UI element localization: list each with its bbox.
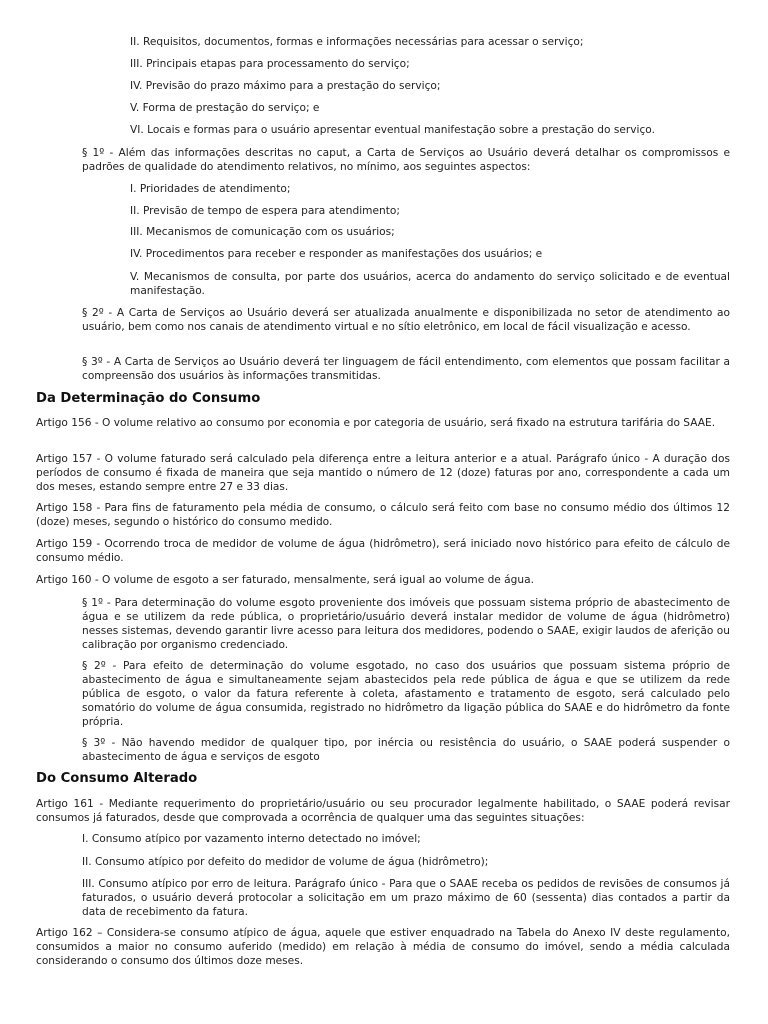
- list-item: I. Consumo atípico por vazamento interno detectado no imóvel;: [82, 833, 421, 845]
- article: Artigo 162 – Considera-se consumo atípico de água, aquele que estiver enquadrado na Tabela do Anexo IV deste regulamento, consumidos a maior no consumo auferido (medido) em relação à média de consumo do imóvel, sendo a média calculada considerando o consumo dos últimos doze meses.: [36, 927, 730, 967]
- list-item: III. Mecanismos de comunicação com os usuários;: [130, 226, 395, 238]
- list-item: II. Consumo atípico por defeito do medidor de volume de água (hidrômetro);: [82, 856, 489, 868]
- article: Artigo 160 - O volume de esgoto a ser faturado, mensalmente, será igual ao volume de água.: [36, 574, 534, 586]
- section-heading: Do Consumo Alterado: [36, 771, 198, 786]
- list-item: III. Principais etapas para processamento do serviço;: [130, 58, 410, 70]
- paragraph: § 2º - Para efeito de determinação do volume esgotado, no caso dos usuários que possuam sistema próprio de abastecimento de água e simultaneamente sejam abastecidos pela rede pública de água e que se utilizem da rede pública de esgoto, o valor da fatura referente à coleta, afastamento e tratamento de esgoto, será calculado pelo somatório do volume de água consumida, registrado no hidrômetro da ligação pública do SAAE e do hidrômetro da fonte própria.: [82, 660, 730, 728]
- article: Artigo 158 - Para fins de faturamento pela média de consumo, o cálculo será feito com base no consumo médio dos últimos 12 (doze) meses, segundo o histórico do consumo medido.: [36, 502, 730, 528]
- list-item: V. Forma de prestação do serviço; e: [130, 102, 320, 114]
- list-item: IV. Previsão do prazo máximo para a prestação do serviço;: [130, 80, 441, 92]
- list-item: III. Consumo atípico por erro de leitura. Parágrafo único - Para que o SAAE receba os pedidos de revisões de consumos já faturados, o usuário deverá protocolar a solicitação em um prazo máximo de 60 (sessenta) dias contados a partir da data de recebimento da fatura.: [82, 878, 730, 918]
- paragraph: § 2º - A Carta de Serviços ao Usuário deverá ser atualizada anualmente e disponibilizada no setor de atendimento ao usuário, bem como nos canais de atendimento virtual e no sítio eletrônico, em local de fácil visualização e acesso.: [82, 307, 730, 333]
- list-item: II. Requisitos, documentos, formas e informações necessárias para acessar o serviço;: [130, 36, 584, 48]
- section-heading: Da Determinação do Consumo: [36, 391, 261, 406]
- article: Artigo 161 - Mediante requerimento do proprietário/usuário ou seu procurador legalmente habilitado, o SAAE poderá revisar consumos já faturados, desde que comprovada a ocorrência de qualquer uma das seguintes situações:: [36, 798, 730, 824]
- list-item: I. Prioridades de atendimento;: [130, 183, 291, 195]
- article: Artigo 159 - Ocorrendo troca de medidor de volume de água (hidrômetro), será iniciado novo histórico para efeito de cálculo de consumo médio.: [36, 538, 730, 564]
- list-item: IV. Procedimentos para receber e responder as manifestações dos usuários; e: [130, 248, 543, 260]
- article: Artigo 157 - O volume faturado será calculado pela diferença entre a leitura anterior e a atual. Parágrafo único - A duração dos períodos de consumo é fixada de maneira que seja mantido o número de 12 (doze) faturas por ano, correspondente a cada um dos meses, estando sempre entre 27 e 33 dias.: [36, 453, 730, 493]
- paragraph: § 1º - Para determinação do volume esgoto proveniente dos imóveis que possuam sistema próprio de abastecimento de água e se utilizem da rede pública, o proprietário/usuário deverá instalar medidor de volume de água (hidrômetro) nesses sistemas, devendo garantir livre acesso para leitura dos medidores, podendo o SAAE, exigir laudos de aferição ou calibração por organismo credenciado.: [82, 597, 730, 651]
- paragraph: § 1º - Além das informações descritas no caput, a Carta de Serviços ao Usuário deverá detalhar os compromissos e padrões de qualidade do atendimento relativos, no mínimo, aos seguintes aspectos:: [82, 147, 730, 173]
- list-item: VI. Locais e formas para o usuário apresentar eventual manifestação sobre a prestação do serviço.: [130, 124, 655, 136]
- article: Artigo 156 - O volume relativo ao consumo por economia e por categoria de usuário, será fixado na estrutura tarifária do SAAE.: [36, 417, 716, 429]
- paragraph: § 3º - Não havendo medidor de qualquer tipo, por inércia ou resistência do usuário, o SAAE poderá suspender o abastecimento de água e serviços de esgoto: [82, 737, 730, 763]
- list-item: V. Mecanismos de consulta, por parte dos usuários, acerca do andamento do serviço solicitado e de eventual manifestação.: [130, 271, 730, 297]
- list-item: II. Previsão de tempo de espera para atendimento;: [130, 205, 400, 217]
- paragraph: § 3º - A Carta de Serviços ao Usuário deverá ter linguagem de fácil entendimento, com elementos que possam facilitar a compreensão dos usuários às informações transmitidas.: [82, 356, 730, 382]
